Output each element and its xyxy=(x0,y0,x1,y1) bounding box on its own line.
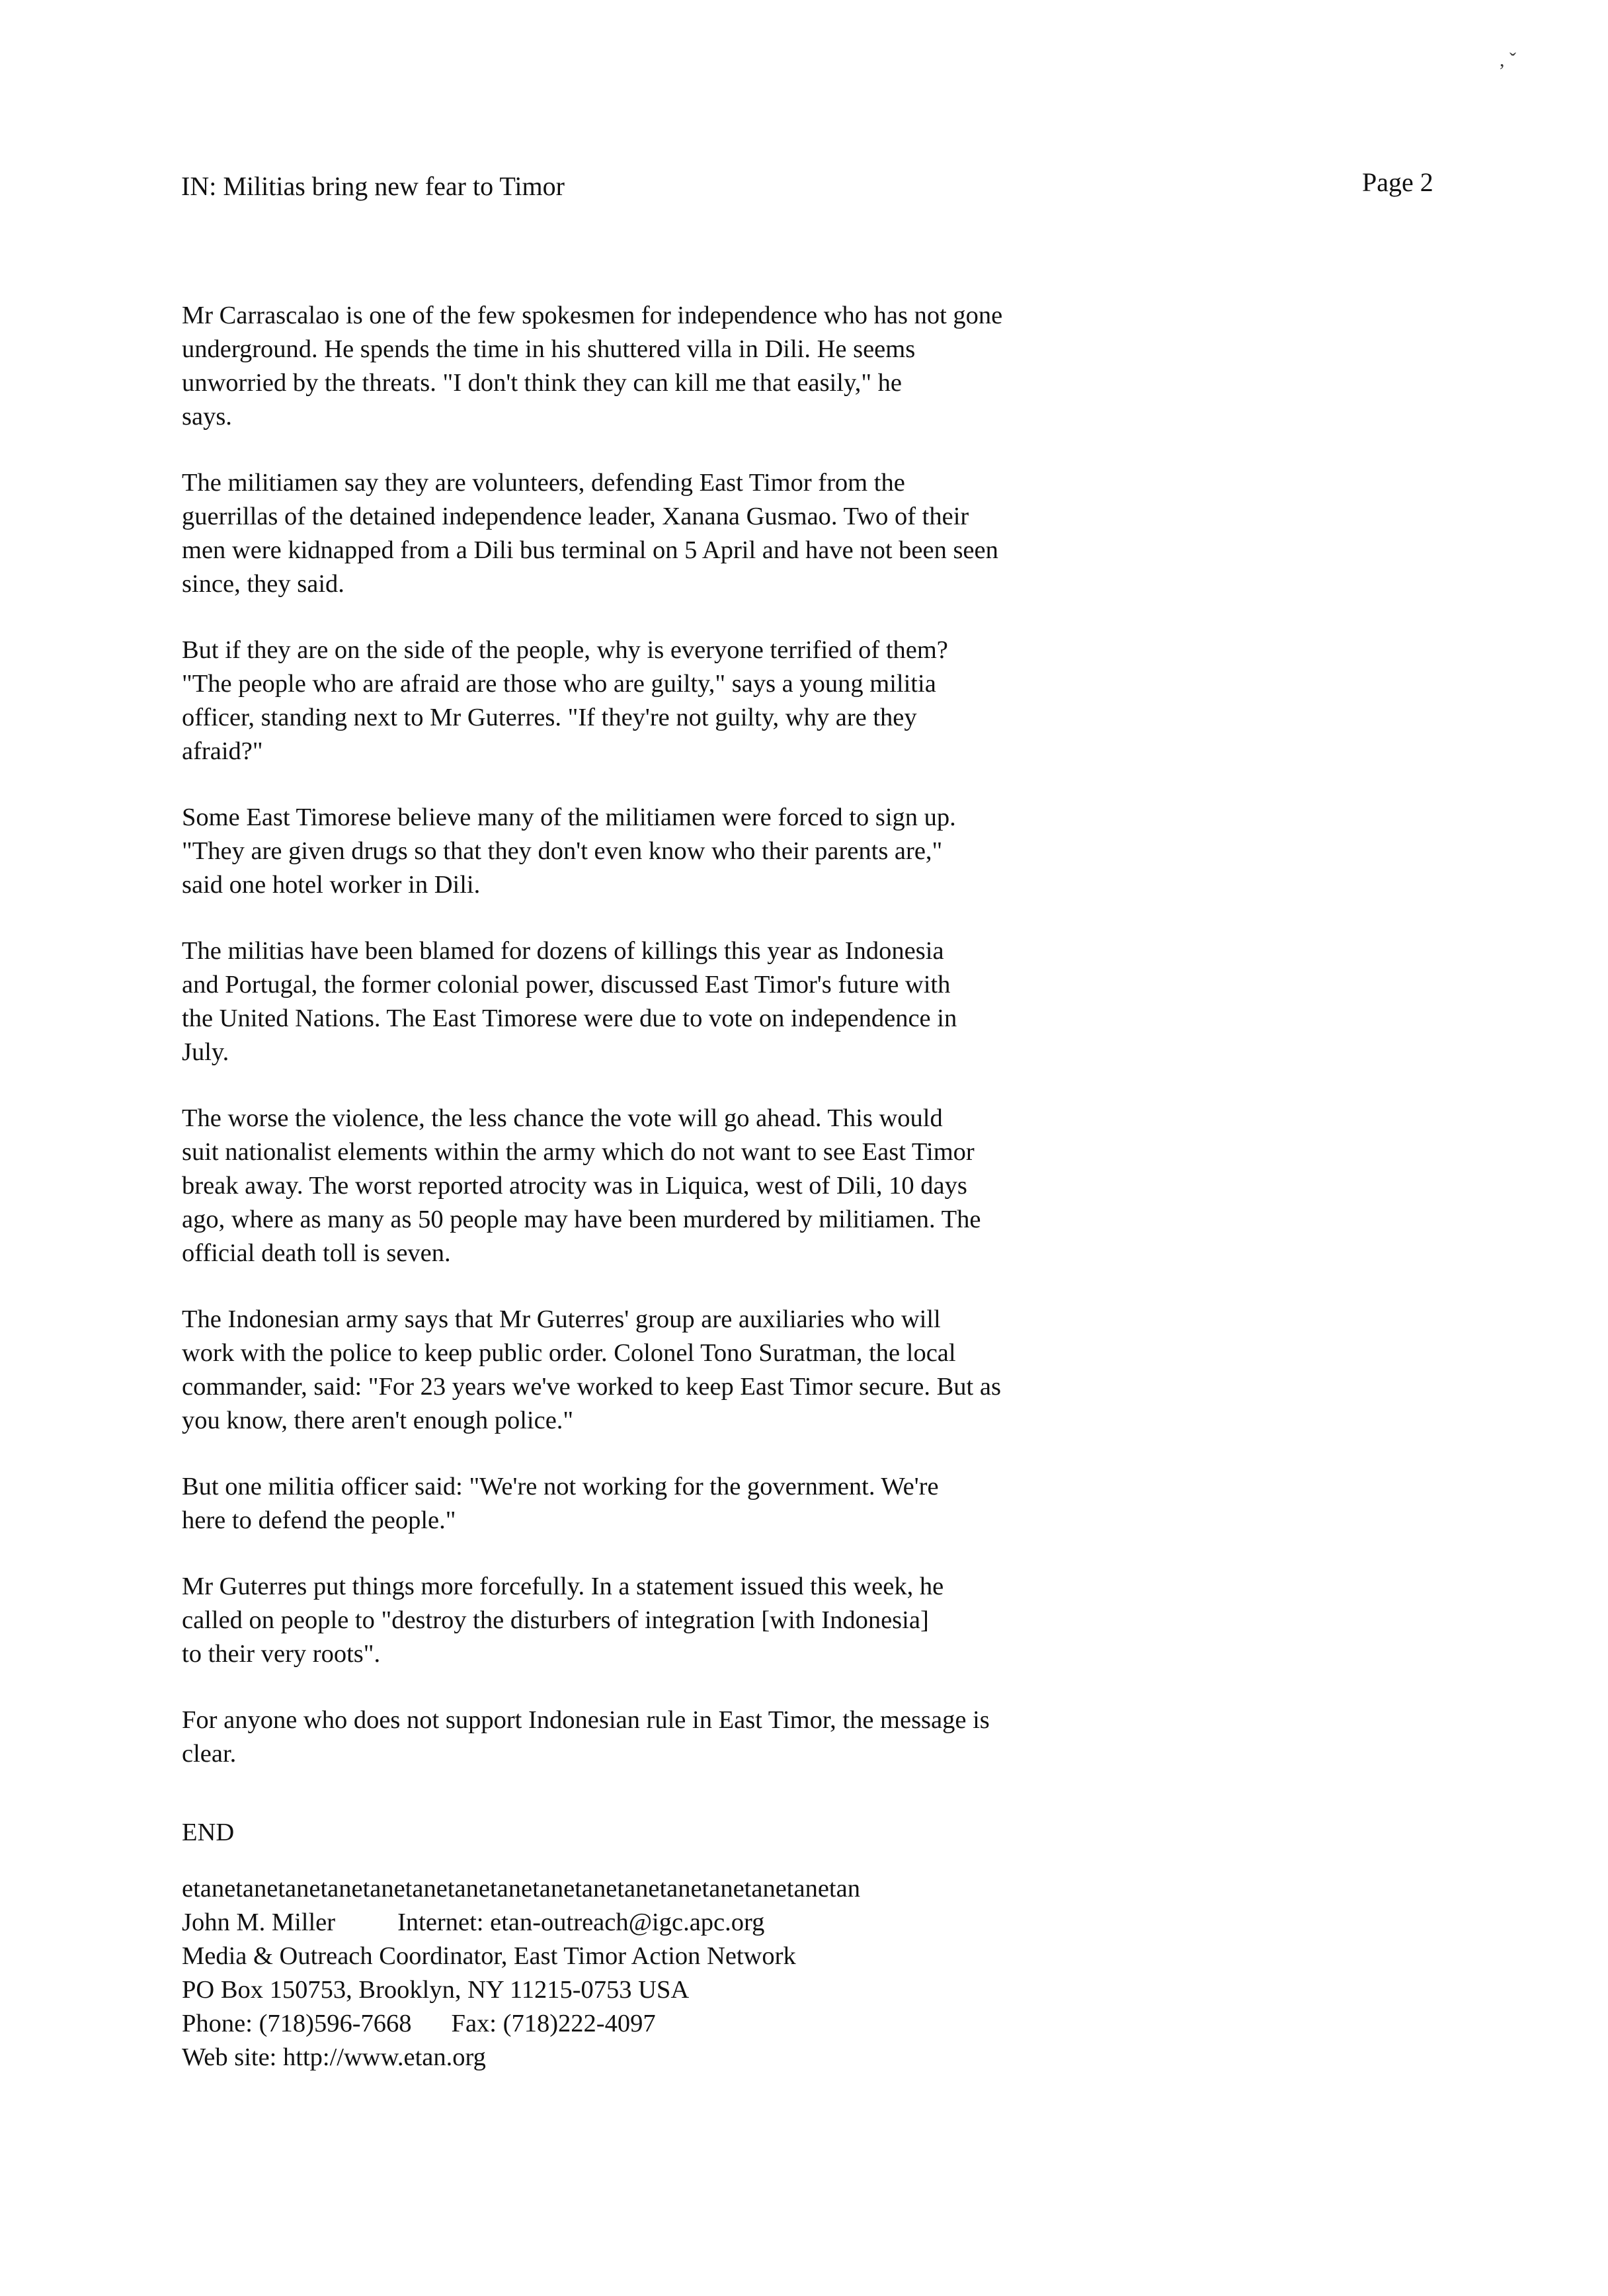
signature-phone: Phone: (718)596-7668 xyxy=(182,2010,412,2037)
text-line: But if they are on the side of the people, why is everyone terrified of them? xyxy=(182,636,948,664)
text-line: July. xyxy=(182,1038,229,1066)
text-line: guerrillas of the detained independence leader, Xanana Gusmao. Two of their xyxy=(182,503,969,530)
text-line: The worse the violence, the less chance the vote will go ahead. This would xyxy=(182,1104,943,1132)
text-line: Mr Carrascalao is one of the few spokesmen for independence who has not gone xyxy=(182,302,1003,329)
header-title: IN: Militias bring new fear to Timor xyxy=(181,171,565,201)
text-line: ago, where as many as 50 people may have been murdered by militiamen. The xyxy=(182,1206,981,1233)
signature-phone-line xyxy=(182,2007,1121,2041)
text-line: But one militia officer said: "We're not working for the government. We're xyxy=(182,1473,939,1500)
text-line: The militiamen say they are volunteers, defending East Timor from the xyxy=(182,469,905,497)
text-line: said one hotel worker in Dili. xyxy=(182,871,481,899)
signature-email: Internet: etan-outreach@igc.apc.org xyxy=(397,1908,765,1936)
signature-address: PO Box 150753, Brooklyn, NY 11215-0753 USA xyxy=(182,1976,690,2004)
signature-name: John M. Miller xyxy=(182,1908,336,1936)
signature-block xyxy=(182,1872,1121,2074)
signature-website: Web site: http://www.etan.org xyxy=(182,2043,486,2071)
signature-contact-line xyxy=(182,1906,1121,1940)
text-line: unworried by the threats. "I don't think they can kill me that easily," he xyxy=(182,369,902,397)
text-line: suit nationalist elements within the army which do not want to see East Timor xyxy=(182,1138,975,1166)
paragraph xyxy=(182,1102,1121,1270)
page-number: Page 2 xyxy=(1362,167,1433,197)
signature-role: Media & Outreach Coordinator, East Timor Action Network xyxy=(182,1942,796,1970)
text-line: to their very roots". xyxy=(182,1640,381,1668)
text-line: since, they said. xyxy=(182,570,344,598)
text-line: commander, said: "For 23 years we've worked to keep East Timor secure. But as xyxy=(182,1373,1001,1401)
text-line: says. xyxy=(182,403,232,430)
paragraph xyxy=(182,1570,1121,1671)
paragraph xyxy=(182,466,1121,601)
corner-marks: , ˇ xyxy=(1500,49,1516,71)
text-line: called on people to "destroy the disturbers of integration [with Indonesia] xyxy=(182,1606,929,1634)
signature-separator: etanetanetanetanetanetanetanetanetanetanetanetanetanetanetanetan xyxy=(182,1875,860,1903)
text-line: official death toll is seven. xyxy=(182,1239,451,1267)
text-line: Some East Timorese believe many of the militiamen were forced to sign up. xyxy=(182,803,956,831)
text-line: the United Nations. The East Timorese were due to vote on independence in xyxy=(182,1004,957,1032)
paragraph xyxy=(182,299,1121,434)
paragraph xyxy=(182,934,1121,1069)
text-line: For anyone who does not support Indonesian rule in East Timor, the message is xyxy=(182,1706,990,1734)
end-marker: END xyxy=(182,1819,235,1846)
text-line: afraid?" xyxy=(182,737,263,765)
paragraph xyxy=(182,1470,1121,1538)
text-line: underground. He spends the time in his shuttered villa in Dili. He seems xyxy=(182,335,916,363)
text-line: you know, there aren't enough police." xyxy=(182,1407,574,1434)
paragraph xyxy=(182,801,1121,902)
text-line: and Portugal, the former colonial power, discussed East Timor's future with xyxy=(182,971,951,999)
text-line: The militias have been blamed for dozens of killings this year as Indonesia xyxy=(182,937,944,965)
paragraph xyxy=(182,1703,1121,1771)
text-line: "They are given drugs so that they don't even know who their parents are," xyxy=(182,837,943,865)
article-body xyxy=(182,299,1121,2074)
text-line: work with the police to keep public order. Colonel Tono Suratman, the local xyxy=(182,1339,956,1367)
text-line: men were kidnapped from a Dili bus terminal on 5 April and have not been seen xyxy=(182,536,998,564)
paragraph xyxy=(182,634,1121,768)
text-line: clear. xyxy=(182,1740,237,1768)
text-line: here to defend the people." xyxy=(182,1506,456,1534)
text-line: "The people who are afraid are those who are guilty," says a young militia xyxy=(182,670,936,698)
text-line: break away. The worst reported atrocity was in Liquica, west of Dili, 10 days xyxy=(182,1172,967,1200)
paragraph xyxy=(182,1303,1121,1438)
text-line: The Indonesian army says that Mr Guterres' group are auxiliaries who will xyxy=(182,1305,941,1333)
signature-fax: Fax: (718)222-4097 xyxy=(451,2010,656,2037)
text-line: Mr Guterres put things more forcefully. In a statement issued this week, he xyxy=(182,1573,944,1600)
text-line: officer, standing next to Mr Guterres. "If they're not guilty, why are they xyxy=(182,704,917,731)
